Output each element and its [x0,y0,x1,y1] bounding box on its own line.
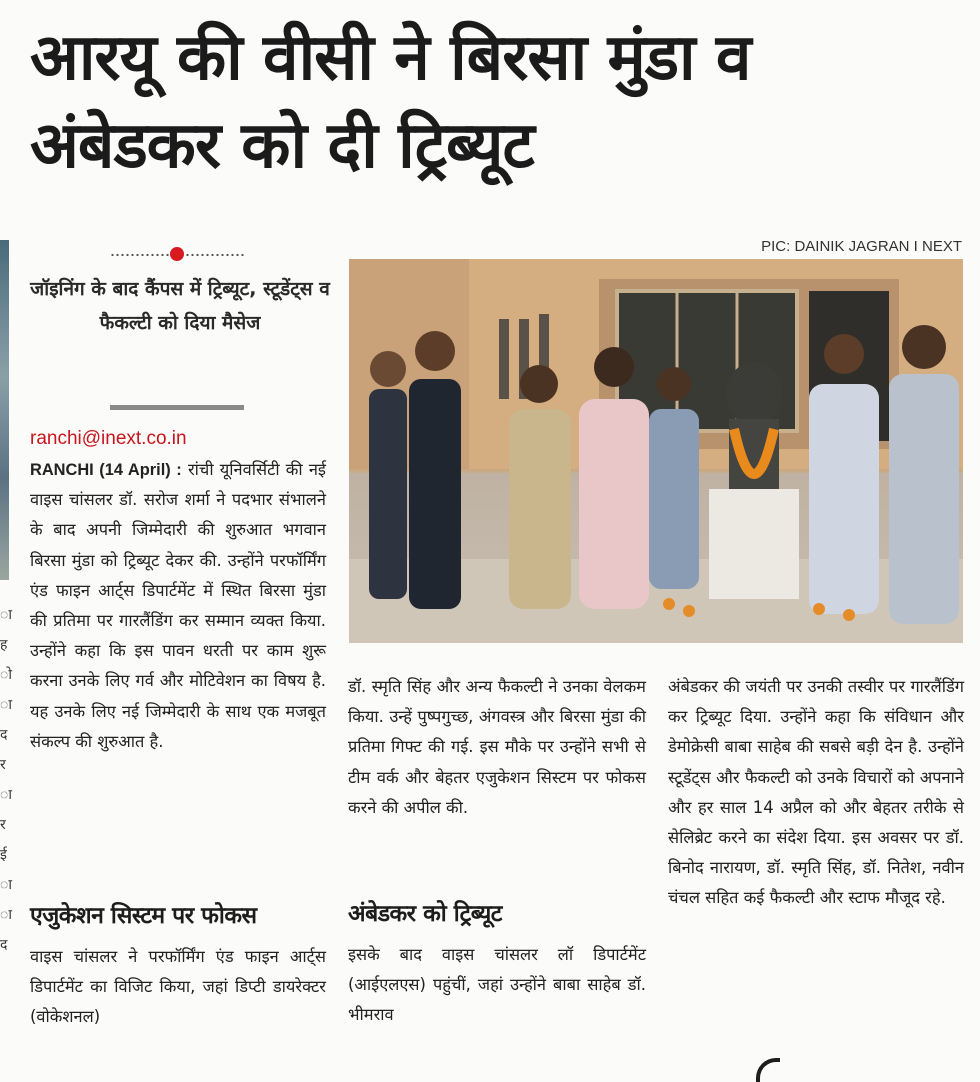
photo-credit: PIC: DAINIK JAGRAN I NEXT [761,238,962,255]
next-article-mark [756,1058,780,1082]
email-link[interactable]: ranchi@inext.co.in [30,428,187,449]
photo-illustration [349,259,963,643]
subtitle-ambedkar-tribute: अंबेडकर को ट्रिब्यूट [348,901,502,927]
subhead: जॉइनिंग के बाद कैंपस में ट्रिब्यूट, स्टूडेंट्स व फैकल्टी को दिया मैसेज [30,278,330,334]
article-column-1-bottom [30,942,326,1033]
adjacent-column-text: ा ह ो ा द र ा र ई ा ा द [0,607,12,953]
adjacent-photo-edge [0,240,9,580]
event-photo [349,259,963,643]
article-column-2-bottom [348,940,646,1031]
headline: आरयू की वीसी ने बिरसा मुंडा व अंबेडकर को दी ट्रिब्यूट [30,21,751,183]
article-column-2 [348,672,646,823]
para-1-text: रांची यूनिवर्सिटी की नई वाइस चांसलर डॉ. सरोज शर्मा ने पदभार संभालने के बाद अपनी जिम्मेदारी की शुरुआत भगवान बिरसा मुंडा को ट्रिब्यूट देकर की. उन्होंने परफॉर्मिंग एंड फाइन आर्ट्स डिपार्टमेंट में स्थित बिरसा मुंडा की प्रतिमा पर गारलैंडिंग कर सम्मान व्यक्त किया. उन्होंने कहा कि इस पावन धरती पर काम शुरू करना उनके लिए गर्व और मोटिवेशन का विषय है. यह उनके लिए नई जिम्मेदारी के साथ एक मजबूत संकल्प की शुरुआत है. [30,460,326,751]
para-2b: डॉ. स्मृति सिंह और अन्य फैकल्टी ने उनका वेलकम किया. उन्हें पुष्पगुच्छ, अंगवस्त्र और बिरसा मुंडा की प्रतिमा गिफ्ट की गई. इस मौके पर उन्होंने सभी से टीम वर्क और बेहतर एजुकेशन सिस्टम पर फोकस करने की अपील की. [348,677,646,817]
article-column-3 [668,672,964,914]
dateline: RANCHI (14 April) : [30,461,182,479]
article-column-1 [30,455,326,757]
para-2a: वाइस चांसलर ने परफॉर्मिंग एंड फाइन आर्ट्स डिपार्टमेंट का विजिट किया, जहां डिप्टी डायरेक्टर (वोकेशनल) [30,947,326,1027]
red-dot-icon [170,247,184,261]
divider [110,405,244,410]
adjacent-column-edge [0,600,10,1020]
para-3b: अंबेडकर की जयंती पर उनकी तस्वीर पर गारलैंडिंग कर ट्रिब्यूट दिया. उन्होंने कहा कि संविधान और डेमोक्रेसी बाबा साहेब की सबसे बड़ी देन है. उन्होंने स्टूडेंट्स और फैकल्टी को उनके विचारों को अपनाने और हर साल 14 अप्रैल को और बेहतर तरीके से सेलिब्रेट करने का संदेश दिया. इस अवसर पर डॉ. बिनोद नारायण, डॉ. स्मृति सिंह, डॉ. नितेश, नवीन चंचल सहित कई फैकल्टी और स्टाफ मौजूद रहे. [668,677,964,908]
subtitle-education-focus: एजुकेशन सिस्टम पर फोकस [30,903,257,929]
para-3a: इसके बाद वाइस चांसलर लॉ डिपार्टमेंट (आईएलएस) पहुंचीं, जहां उन्होंने बाबा साहेब डॉ. भीमराव [348,945,646,1025]
para-1 [30,455,326,757]
